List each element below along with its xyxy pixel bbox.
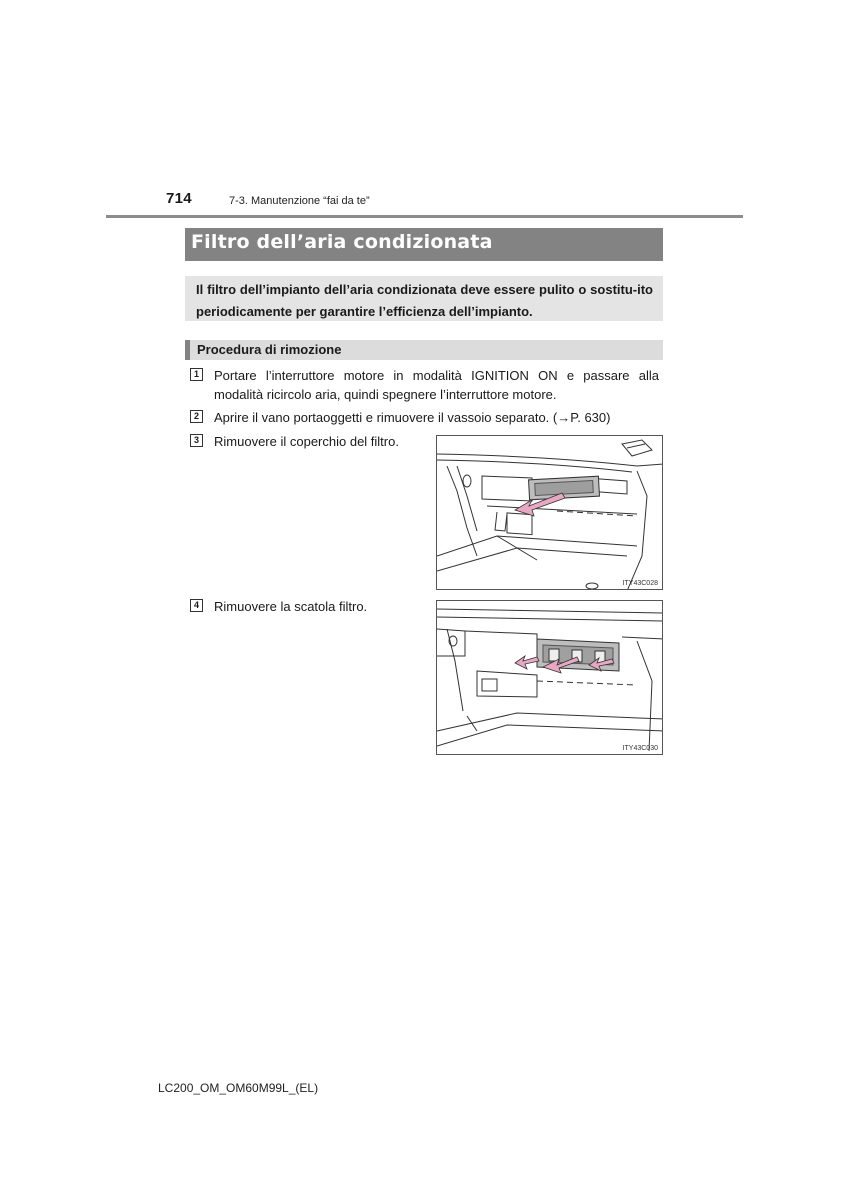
illustration-filter-box [436, 600, 663, 755]
step-number: 1 [190, 368, 203, 381]
glovebox-cover-drawing [437, 436, 663, 590]
step-number: 3 [190, 434, 203, 447]
step-4 [190, 597, 430, 617]
step-text: Aprire il vano portaoggetti e rimuovere il vassoio separato. (→P. 630) [214, 410, 611, 425]
subheading-accent [185, 340, 190, 360]
step-number: 4 [190, 599, 203, 612]
page-number: 714 [166, 190, 192, 207]
step-number: 2 [190, 410, 203, 423]
illustration-code: ITY43C028 [622, 580, 658, 587]
illustration-filter-cover [436, 435, 663, 590]
illustration-code: ITY43C030 [622, 745, 658, 752]
step-1 [190, 366, 660, 406]
page-title-bar [185, 228, 663, 261]
subheading-bar [185, 340, 663, 360]
filter-box-drawing [437, 601, 663, 755]
step-2 [190, 408, 660, 428]
intro-box: Il filtro dell’impianto dell’aria condizionata deve essere pulito o sostitu-ito periodicamente per garantire l’efficienza dell’impianto. [185, 276, 663, 321]
header-divider [106, 215, 743, 218]
footer-document-code: LC200_OM_OM60M99L_(EL) [158, 1081, 319, 1095]
step-text: Portare l’interruttore motore in modalità IGNITION ON e passare alla modalità ricircolo aria, quindi spegnere l’interruttore motore. [214, 368, 659, 402]
section-reference: 7-3. Manutenzione “fai da te” [229, 195, 370, 207]
step-text: Rimuovere il coperchio del filtro. [214, 434, 399, 449]
step-3 [190, 432, 430, 452]
removal-arrow-left [515, 656, 539, 669]
step-text: Rimuovere la scatola filtro. [214, 599, 368, 614]
subheading: Procedura di rimozione [197, 342, 342, 357]
page-title: Filtro dell’aria condizionata [191, 231, 493, 253]
